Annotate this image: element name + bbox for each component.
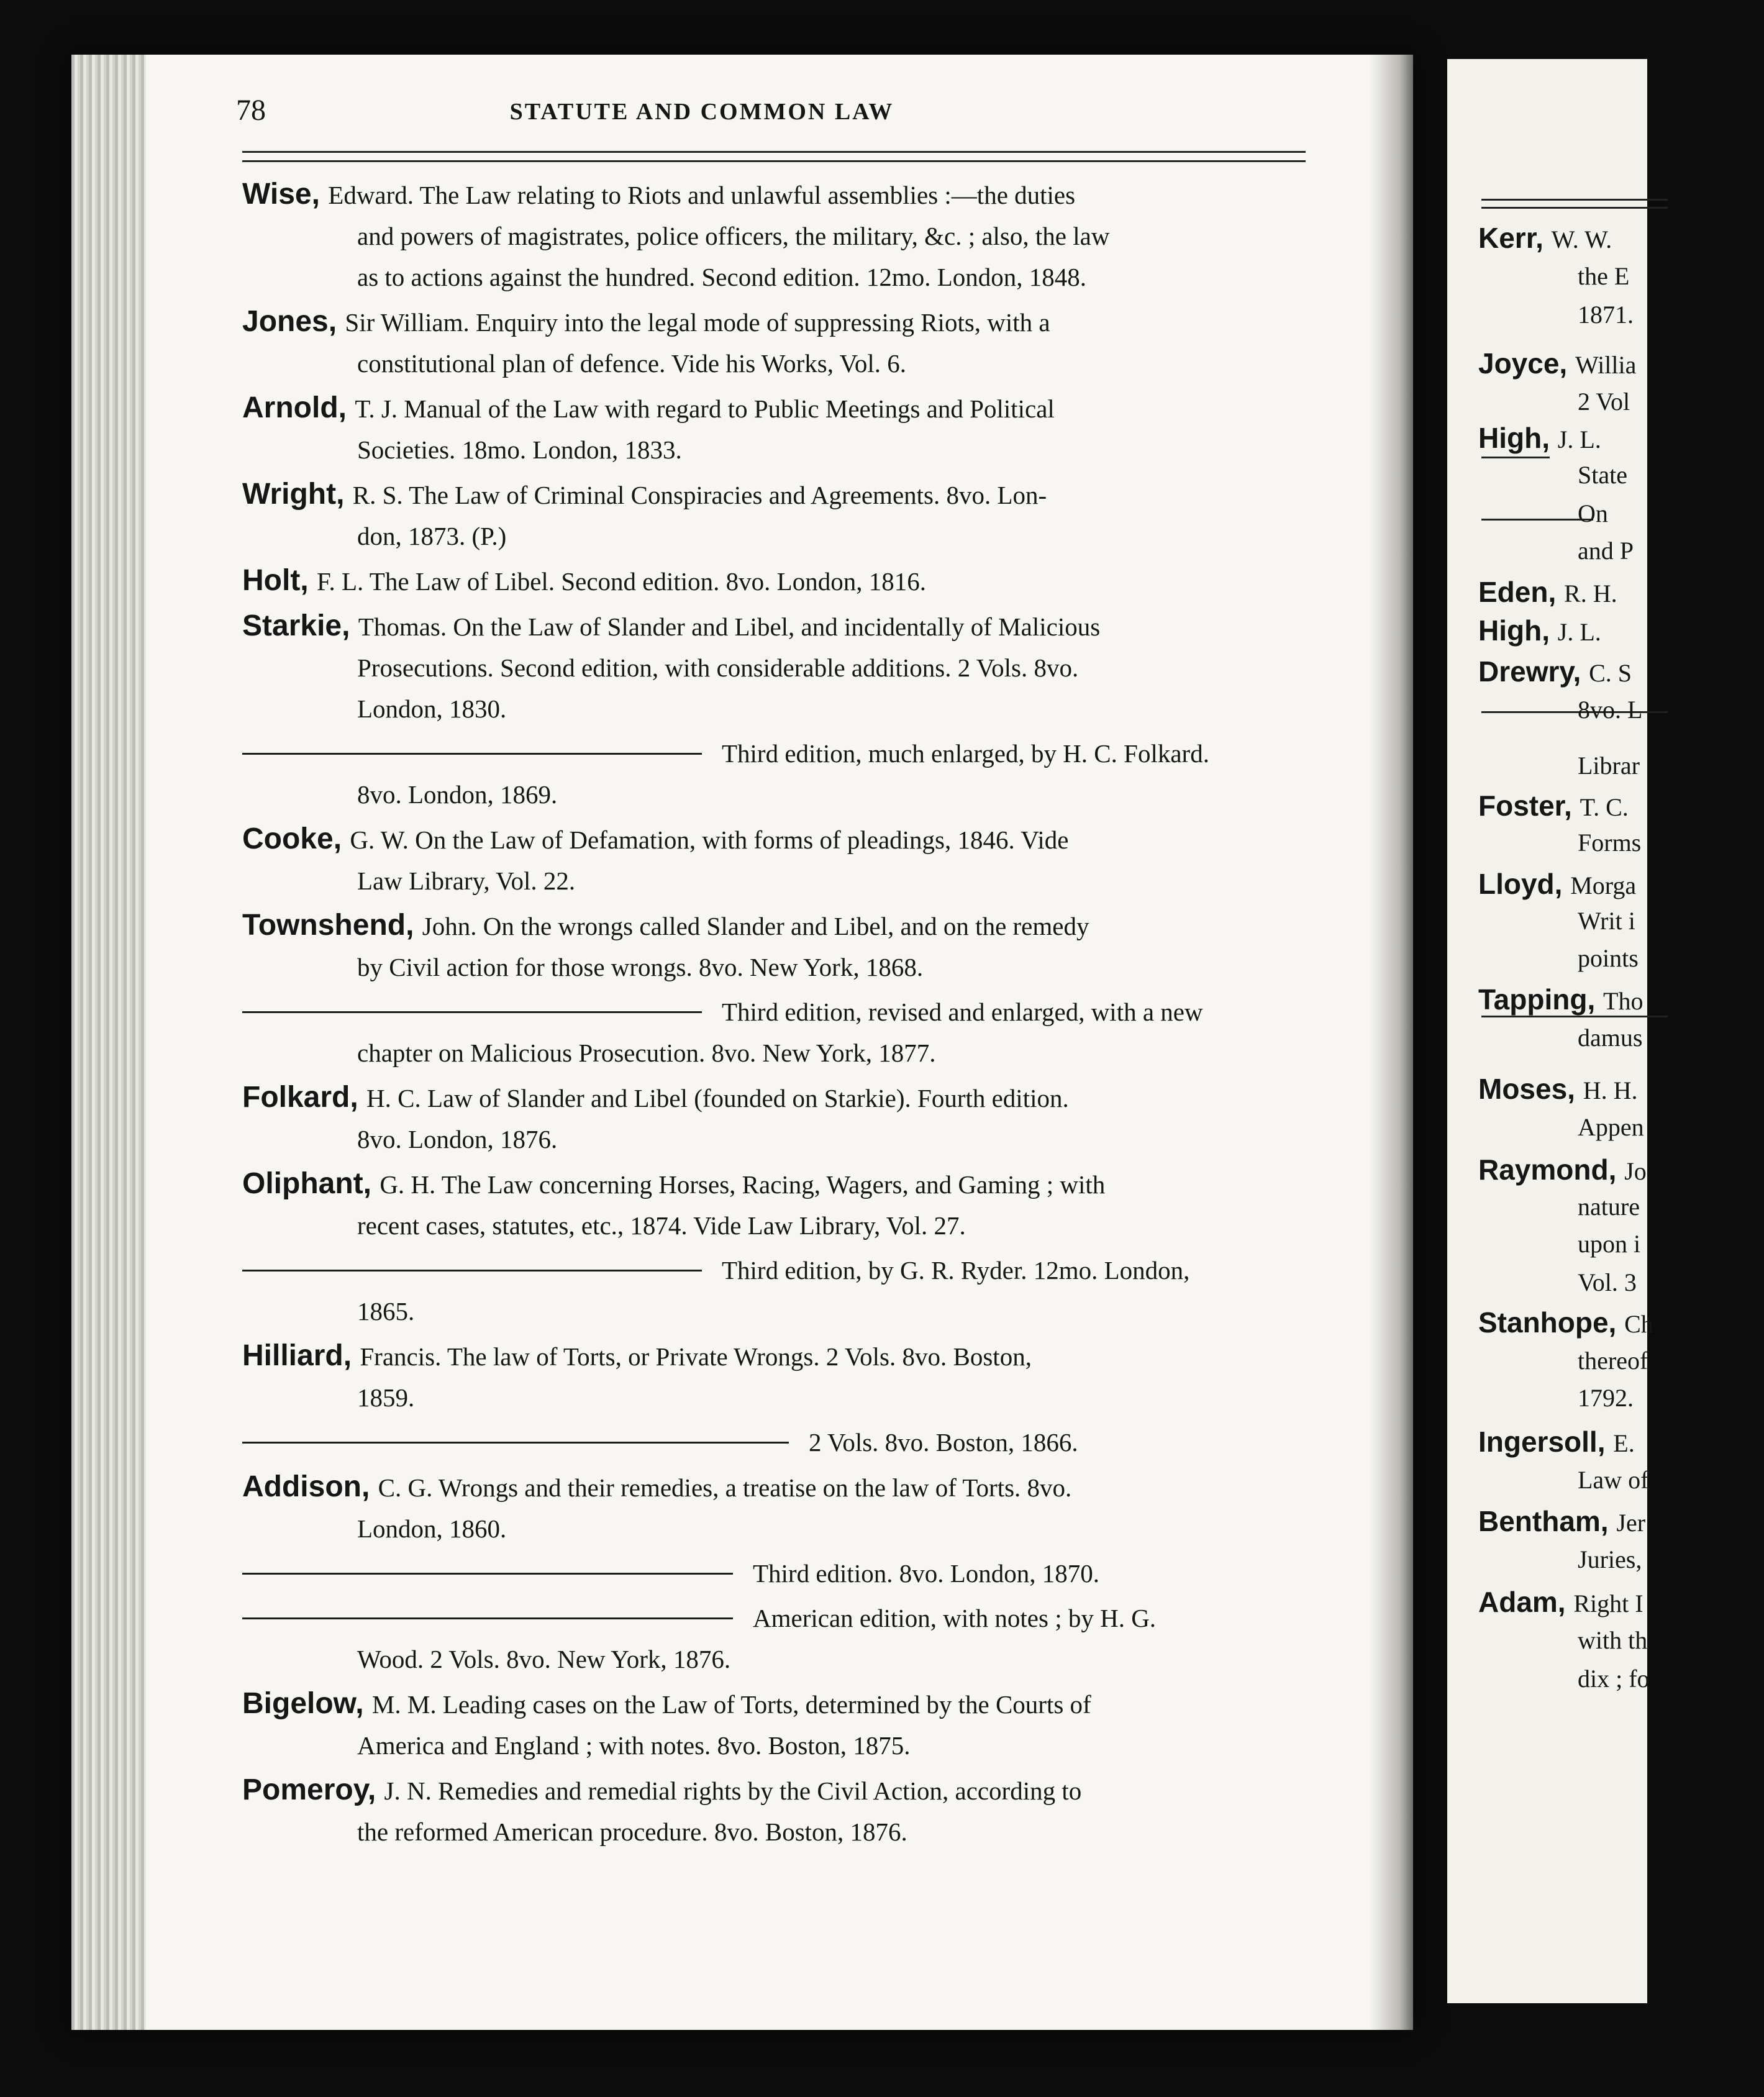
adjacent-text: 1792.	[1578, 1384, 1634, 1412]
entry-text: Edward. The Law relating to Riots and unlawful assemblies :—the duties	[328, 181, 1076, 209]
adjacent-line	[1478, 1503, 1665, 1542]
adjacent-author: High,	[1478, 614, 1558, 647]
entry-author: Holt,	[242, 564, 317, 597]
adjacent-line	[1578, 747, 1764, 785]
entry-text: C. G. Wrongs and their remedies, a treatise on the law of Torts. 8vo.	[378, 1473, 1072, 1502]
adjacent-line	[1478, 981, 1665, 1020]
entry-text: T. J. Manual of the Law with regard to Public Meetings and Political	[355, 394, 1055, 423]
adjacent-text: Willia	[1575, 351, 1637, 379]
entry-first-line	[242, 1077, 1385, 1119]
header-double-rule	[242, 151, 1306, 162]
adjacent-text: with th	[1578, 1626, 1648, 1654]
entry-author: Cooke,	[242, 822, 350, 855]
adjacent-author: Eden,	[1478, 576, 1565, 608]
entry-text: Third edition, much enlarged, by H. C. Folkard.	[722, 739, 1209, 768]
adjacent-text: Juries,	[1578, 1545, 1642, 1573]
entry-author: Hilliard,	[242, 1339, 360, 1372]
entry-text: F. L. The Law of Libel. Second edition. 8vo. London, 1816.	[316, 567, 926, 596]
adjacent-line	[1578, 940, 1764, 977]
ditto-dash	[242, 1573, 733, 1575]
adjacent-text: Forms	[1578, 829, 1642, 857]
entry-text: Sir William. Enquiry into the legal mode of suppressing Riots, with a	[345, 308, 1050, 337]
adjacent-line	[1578, 1188, 1764, 1226]
entry-text: J. N. Remedies and remedial rights by the Civil Action, according to	[384, 1776, 1082, 1805]
adjacent-line	[1578, 1226, 1764, 1263]
entry-first-line	[242, 1163, 1385, 1205]
entry-continuation-line: and powers of magistrates, police officers, the military, &c. ; also, the law	[357, 222, 1110, 250]
adjacent-text: points	[1578, 944, 1639, 972]
adjacent-author: Stanhope,	[1478, 1306, 1625, 1339]
adjacent-text: E.	[1613, 1429, 1635, 1457]
adjacent-author: High,	[1478, 422, 1558, 454]
adjacent-line	[1478, 219, 1665, 258]
entry-author: Wright,	[242, 478, 353, 511]
adjacent-author: Adam,	[1478, 1586, 1574, 1618]
entry-author: Townshend,	[242, 909, 422, 942]
bibliography-entry	[242, 606, 1385, 729]
entry-ditto-line	[242, 991, 1385, 1032]
adjacent-text: H. H.	[1583, 1076, 1638, 1104]
entry-continuation-line: London, 1830.	[357, 694, 507, 723]
adjacent-text: 8vo. L	[1578, 696, 1643, 724]
adjacent-text: thereof	[1578, 1347, 1648, 1375]
adjacent-text: On	[1578, 499, 1608, 527]
adjacent-author: Drewry,	[1478, 655, 1589, 688]
entry-first-line	[242, 1683, 1385, 1725]
adjacent-line	[1578, 457, 1764, 494]
adjacent-ditto-dash	[1481, 519, 1593, 521]
entry-continuation-line: Prosecutions. Second edition, with considerable additions. 2 Vols. 8vo.	[357, 653, 1079, 682]
adjacent-line	[1478, 1583, 1665, 1622]
entry-text: Third edition, revised and enlarged, with a new	[722, 998, 1203, 1026]
entry-first-line	[242, 301, 1385, 343]
adjacent-line	[1478, 865, 1665, 904]
running-head	[236, 93, 1379, 130]
adjacent-text: C. S	[1589, 659, 1632, 687]
ditto-dash	[242, 753, 702, 755]
entry-text: Third edition. 8vo. London, 1870.	[753, 1559, 1100, 1588]
adjacent-author: Bentham,	[1478, 1505, 1617, 1537]
adjacent-line	[1578, 1380, 1764, 1417]
adjacent-text: 1871.	[1578, 301, 1634, 329]
adjacent-author: Lloyd,	[1478, 868, 1571, 900]
entry-author: Bigelow,	[242, 1687, 372, 1720]
entry-text: H. C. Law of Slander and Libel (founded on Starkie). Fourth edition.	[366, 1084, 1069, 1112]
entry-ditto-line	[242, 1422, 1385, 1463]
entry-continuation-line: the reformed American procedure. 8vo. Boston, 1876.	[357, 1817, 907, 1846]
entry-continuation-line: 1859.	[357, 1383, 415, 1412]
adjacent-author: Tapping,	[1478, 983, 1604, 1016]
entry-author: Oliphant,	[242, 1167, 380, 1200]
entry-first-line	[242, 388, 1385, 429]
adjacent-text: J. L.	[1557, 425, 1601, 453]
adjacent-line	[1478, 1304, 1665, 1343]
entry-first-line	[242, 174, 1385, 216]
entry-text: G. H. The Law concerning Horses, Racing, Wagers, and Gaming ; with	[380, 1170, 1106, 1199]
running-title: STATUTE AND COMMON LAW	[509, 99, 894, 125]
adjacent-author: Joyce,	[1478, 347, 1575, 380]
entry-author: Starkie,	[242, 609, 358, 642]
adjacent-line	[1578, 1622, 1764, 1659]
adjacent-text: dix ; fo	[1578, 1665, 1650, 1693]
entry-ditto-line	[242, 1598, 1385, 1639]
entry-text: M. M. Leading cases on the Law of Torts, determined by the Courts of	[371, 1690, 1091, 1719]
bibliography-entry	[242, 388, 1385, 470]
adjacent-line	[1478, 419, 1665, 458]
bibliography-entry	[242, 1553, 1385, 1594]
entry-text: John. On the wrongs called Slander and Libel, and on the remedy	[422, 912, 1089, 940]
bibliography-entry	[242, 905, 1385, 988]
entry-continuation-line: constitutional plan of defence. Vide his Works, Vol. 6.	[357, 349, 906, 378]
adjacent-text: J. L.	[1557, 618, 1601, 646]
bibliography-entry	[242, 474, 1385, 557]
ditto-dash	[242, 1011, 702, 1013]
entry-first-line	[242, 606, 1385, 647]
bibliography-entry	[242, 733, 1385, 815]
bibliography-entry	[242, 1163, 1385, 1246]
adjacent-line	[1578, 1019, 1764, 1057]
adjacent-text: Jer	[1616, 1509, 1646, 1537]
ditto-dash	[242, 1270, 702, 1271]
entry-text: Third edition, by G. R. Ryder. 12mo. London,	[722, 1256, 1190, 1285]
adjacent-text: Ch	[1624, 1310, 1653, 1338]
entry-continuation-line: 1865.	[357, 1297, 415, 1326]
entry-continuation-line: as to actions against the hundred. Second edition. 12mo. London, 1848.	[357, 263, 1087, 291]
bibliography-entry	[242, 819, 1385, 901]
bibliography-entry	[242, 174, 1385, 298]
entry-author: Pomeroy,	[242, 1773, 384, 1806]
adjacent-text: Right I	[1573, 1590, 1644, 1617]
bibliography-entry	[242, 560, 1385, 602]
entry-continuation-line: 8vo. London, 1876.	[357, 1125, 558, 1153]
ditto-dash	[242, 1442, 789, 1444]
entry-continuation-line: Wood. 2 Vols. 8vo. New York, 1876.	[357, 1645, 731, 1673]
entry-text: R. S. The Law of Criminal Conspiracies and Agreements. 8vo. Lon-	[352, 481, 1047, 509]
entry-text: 2 Vols. 8vo. Boston, 1866.	[809, 1428, 1078, 1457]
entry-ditto-line	[242, 1553, 1385, 1594]
adjacent-text: Appen	[1578, 1113, 1644, 1141]
adjacent-line	[1578, 903, 1764, 940]
adjacent-line	[1578, 824, 1764, 862]
adjacent-text: Writ i	[1578, 907, 1635, 935]
adjacent-line	[1578, 1462, 1764, 1499]
book-page-right-partial	[1447, 59, 1653, 2003]
entry-continuation-line: America and England ; with notes. 8vo. Boston, 1875.	[357, 1731, 911, 1760]
entry-first-line	[242, 560, 1385, 602]
entry-continuation-line: don, 1873. (P.)	[357, 522, 507, 550]
entry-first-line	[242, 819, 1385, 860]
entry-author: Addison,	[242, 1470, 378, 1503]
entry-continuation-line: recent cases, statutes, etc., 1874. Vide Law Library, Vol. 27.	[357, 1211, 966, 1240]
adjacent-text: T. C.	[1580, 793, 1629, 821]
adjacent-line	[1578, 1660, 1764, 1698]
bibliography-entry	[242, 1683, 1385, 1766]
entry-continuation-line: London, 1860.	[357, 1514, 507, 1543]
adjacent-text: State	[1578, 461, 1627, 489]
adjacent-text: Vol. 3	[1578, 1268, 1637, 1296]
entry-first-line	[242, 474, 1385, 516]
entry-continuation-line: chapter on Malicious Prosecution. 8vo. New York, 1877.	[357, 1039, 936, 1067]
adjacent-line	[1478, 345, 1665, 384]
adjacent-line	[1478, 573, 1665, 612]
adjacent-text: Morga	[1570, 871, 1637, 899]
page-number: 78	[236, 94, 266, 127]
adjacent-line	[1578, 296, 1764, 334]
page-edges	[71, 55, 146, 2030]
bibliography-entry	[242, 1250, 1385, 1332]
entry-continuation-line: by Civil action for those wrongs. 8vo. New York, 1868.	[357, 953, 924, 981]
entry-text: Francis. The law of Torts, or Private Wrongs. 2 Vols. 8vo. Boston,	[360, 1342, 1032, 1371]
bibliography-entry	[242, 1422, 1385, 1463]
entry-first-line	[242, 1467, 1385, 1508]
adjacent-line	[1478, 1151, 1665, 1190]
adjacent-line	[1578, 258, 1764, 295]
entry-text: G. W. On the Law of Defamation, with forms of pleadings, 1846. Vide	[350, 826, 1069, 854]
adjacent-header-rule	[1481, 199, 1668, 209]
entry-author: Arnold,	[242, 391, 355, 424]
adjacent-text: and P	[1578, 537, 1634, 565]
entry-continuation-line: Law Library, Vol. 22.	[357, 867, 576, 895]
adjacent-line	[1578, 532, 1764, 570]
entry-author: Wise,	[242, 178, 329, 211]
entry-ditto-line	[242, 733, 1385, 774]
adjacent-author: Foster,	[1478, 789, 1580, 822]
bibliography-entry	[242, 1077, 1385, 1160]
adjacent-line	[1478, 1070, 1665, 1109]
adjacent-line	[1578, 691, 1764, 729]
adjacent-line	[1478, 1423, 1665, 1462]
adjacent-author: Ingersoll,	[1478, 1426, 1614, 1458]
adjacent-text: Tho	[1603, 987, 1644, 1015]
adjacent-author: Raymond,	[1478, 1153, 1625, 1186]
adjacent-text: W. W.	[1551, 225, 1612, 253]
bibliography-entry	[242, 1467, 1385, 1549]
adjacent-line	[1478, 787, 1665, 826]
adjacent-line	[1578, 1541, 1764, 1578]
adjacent-line	[1578, 495, 1764, 532]
entry-text: American edition, with notes ; by H. G.	[753, 1604, 1157, 1632]
entry-first-line	[242, 1335, 1385, 1377]
entry-author: Folkard,	[242, 1081, 367, 1114]
entry-first-line	[242, 1770, 1385, 1811]
ditto-dash	[242, 1617, 733, 1619]
entry-first-line	[242, 905, 1385, 947]
adjacent-text: nature	[1578, 1193, 1640, 1221]
adjacent-line	[1578, 383, 1764, 421]
bibliography-entry	[242, 1335, 1385, 1418]
adjacent-author: Kerr,	[1478, 222, 1552, 254]
adjacent-text: Jo	[1624, 1157, 1647, 1185]
bibliography-entry	[242, 1770, 1385, 1852]
bibliography-entries	[242, 174, 1385, 1856]
adjacent-line	[1578, 1109, 1764, 1146]
entry-continuation-line: 8vo. London, 1869.	[357, 780, 558, 809]
adjacent-line	[1478, 612, 1665, 651]
adjacent-text: Librar	[1578, 752, 1640, 780]
bibliography-entry	[242, 1598, 1385, 1680]
adjacent-text: R. H.	[1564, 580, 1617, 607]
adjacent-text: Law of	[1578, 1466, 1649, 1494]
adjacent-text: the E	[1578, 262, 1630, 290]
entry-author: Jones,	[242, 305, 345, 338]
adjacent-line	[1478, 653, 1665, 692]
adjacent-line	[1578, 1264, 1764, 1301]
adjacent-line	[1578, 1342, 1764, 1380]
adjacent-text: damus	[1578, 1024, 1643, 1052]
adjacent-text: 2 Vol	[1578, 388, 1630, 416]
bibliography-entry	[242, 301, 1385, 384]
adjacent-text: upon i	[1578, 1230, 1641, 1258]
entry-text: Thomas. On the Law of Slander and Libel, and incidentally of Malicious	[358, 612, 1101, 641]
entry-ditto-line	[242, 1250, 1385, 1291]
adjacent-author: Moses,	[1478, 1073, 1583, 1105]
entry-continuation-line: Societies. 18mo. London, 1833.	[357, 435, 682, 464]
bibliography-entry	[242, 991, 1385, 1073]
